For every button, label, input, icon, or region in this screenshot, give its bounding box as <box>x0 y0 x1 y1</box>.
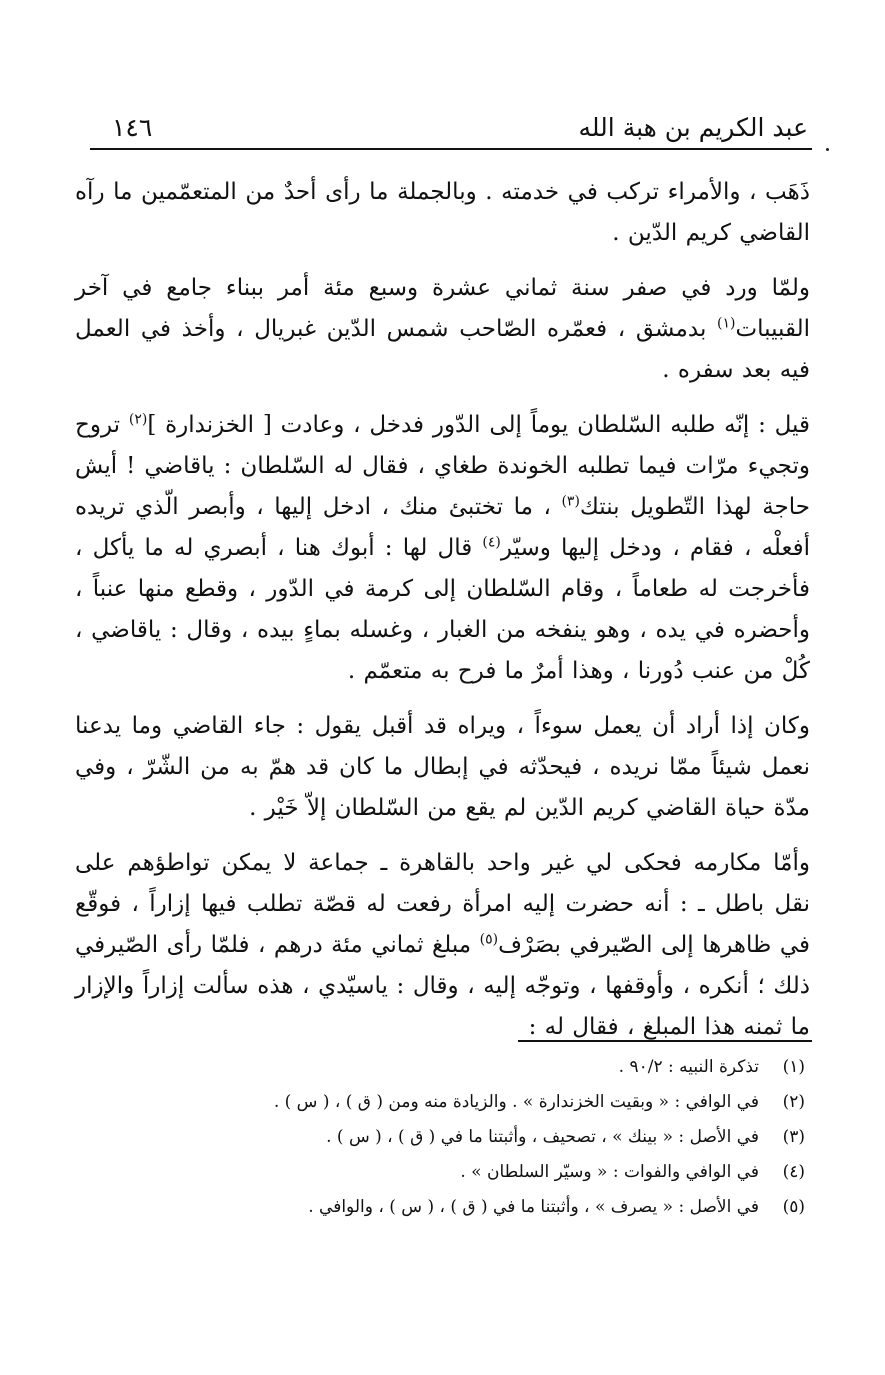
paragraph-text: وأمّا مكارمه فحكى لي غير واحد بالقاهرة ـ جماعة لا يمكن تواطؤهم على نقل باطل ـ : أنه حضرت إليه امرأة رفعت له قصّة تطلب فيها إزاراً ، فوقّع في ظاهرها إلى الصّيرفي بصَرْف <box>75 850 811 958</box>
paragraph <box>75 172 810 254</box>
footnote-marker: (١) <box>717 315 736 332</box>
footnote-number: (٢) <box>782 1092 805 1112</box>
paragraph-text: تروح وتجيء مرّات فيما تطلبه الخوندة طغاي ، فقال له السّلطان : ياقاضي ! أيش حاجة لهذا التّطويل بنتك <box>75 412 810 520</box>
footnote-marker: (٢) <box>128 411 148 428</box>
footnote-separator <box>518 1040 812 1042</box>
paragraph <box>75 405 810 692</box>
running-title: عبد الكريم بن هبة الله <box>578 113 808 142</box>
footnote <box>245 1085 805 1120</box>
paragraph-text: قال لها : أبوك هنا ، أبصري له ما يأكل ، فأخرجت له طعاماً ، وقام السّلطان إلى كرمة في الدّور ، وقطع منها عنباً ، وأحضره في يده ، وهو ينفخه من الغبار ، وغسله بماءٍ بيده ، وقال : ياقاضي ، كُلْ من عنب دُورنا ، وهذا أمرٌ ما فرح به متعمّم . <box>75 535 810 684</box>
footnote-text: تذكرة النبيه : ٩٠/٢ . <box>618 1057 759 1077</box>
paragraph-text: قيل : إنّه طلبه السّلطان يوماً إلى الدّور فدخل ، وعادت [ الخزندارة ] <box>147 412 810 438</box>
footnote-number: (٣) <box>782 1127 805 1147</box>
footnote <box>245 1190 805 1225</box>
footnote-marker: (٥) <box>479 931 499 948</box>
footnote-marker: (٤) <box>482 534 501 551</box>
paragraph-text: وكان إذا أراد أن يعمل سوءاً ، ويراه قد أقبل يقول : جاء القاضي وما يدعنا نعمل شيئاً ممّا نريده ، فيحدّثه في إبطال ما كان قد همّ به من الشّرّ ، وفي مدّة حياة القاضي كريم الدّين لم يقع من السّلطان إلاّ خَيْر . <box>75 713 810 821</box>
footnote-marker: (٣) <box>561 493 580 510</box>
paragraph-text: بدمشق ، فعمّره الصّاحب شمس الدّين غبريال ، وأخذ في العمل فيه بعد سفره . <box>75 316 810 383</box>
footnote-number: (١) <box>782 1057 805 1077</box>
footnote <box>245 1155 805 1190</box>
footnote-number: (٤) <box>782 1162 805 1182</box>
footnote-text: في الأصل : « يصرف » ، وأثبتنا ما في ( ق ) ، ( س ) ، والوافي . <box>308 1197 759 1217</box>
footnotes-list <box>245 1050 805 1225</box>
paragraph-text: ، ما تختبئ منك ، ادخل إليها ، وأبصر الّذي تريده أفعلْه ، فقام ، ودخل إليها وسيّر <box>75 494 810 561</box>
footnote-text: في الوافي : « وبقيت الخزندارة » . والزيادة منه ومن ( ق ) ، ( س ) . <box>273 1092 759 1112</box>
footnote-number: (٥) <box>782 1197 805 1217</box>
footnote-text: في الوافي والفوات : « وسيّر السلطان » . <box>460 1162 759 1182</box>
paragraph <box>75 706 810 829</box>
footnote <box>245 1050 805 1085</box>
page-header <box>90 108 812 150</box>
paragraph <box>75 843 810 1048</box>
page-number: ١٤٦ <box>112 113 153 142</box>
print-speck <box>826 148 829 151</box>
paragraph <box>75 268 810 391</box>
paragraph-text: ولمّا ورد في صفر سنة ثماني عشرة وسبع مئة أمر ببناء جامع في آخر القبيبات <box>75 275 810 342</box>
body-text <box>75 172 810 1062</box>
footnote <box>245 1120 805 1155</box>
paragraph-text: مبلغ ثماني مئة درهم ، فلمّا رأى الصّيرفي ذلك ؛ أنكره ، وأوقفها ، وتوجّه إليه ، وقال : ياسيّدي ، هذه سألت إزاراً والإزار ما ثمنه هذا المبلغ ، فقال له : <box>75 932 810 1040</box>
footnote-text: في الأصل : « بينك » ، تصحيف ، وأثبتنا ما في ( ق ) ، ( س ) . <box>326 1127 759 1147</box>
paragraph-text: ذَهَب ، والأمراء تركب في خدمته . وبالجملة ما رأى أحدٌ من المتعمّمين ما رآه القاضي كريم الدّين . <box>75 179 810 246</box>
